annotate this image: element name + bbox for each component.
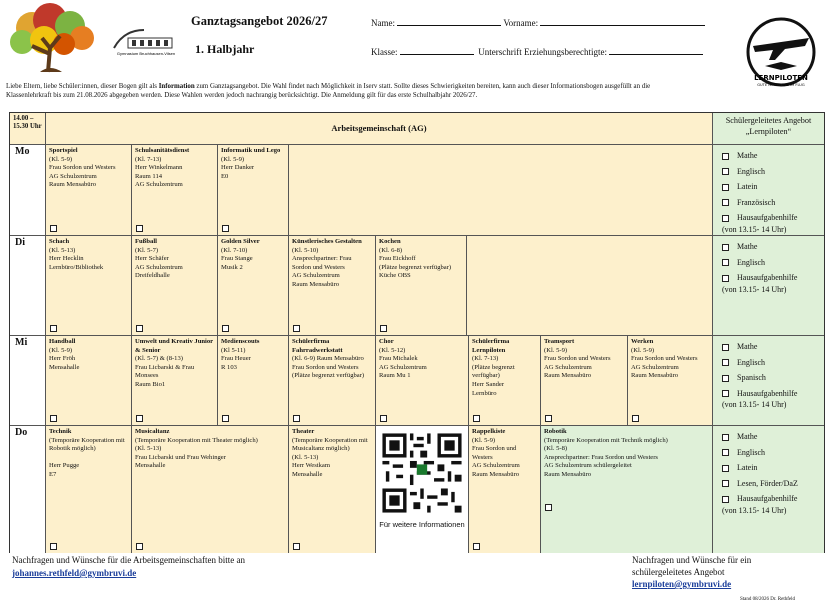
- ag-cell-medienscouts[interactable]: Medienscouts (Kl 5-11) Frau Heuer R 103: [218, 336, 289, 426]
- ag-cell-teamsport[interactable]: Teamsport (Kl. 5-9) Frau Sordon und Westers AG Schulzentrum Raum Mensabüro: [541, 336, 628, 426]
- lern-item[interactable]: Englisch: [716, 355, 821, 371]
- lern-item[interactable]: Hausaufgabenhilfe: [716, 491, 821, 507]
- footer-left: [12, 554, 245, 580]
- footer-right-text1: Nachfragen und Wünsche für ein: [632, 555, 752, 565]
- checkbox[interactable]: [50, 225, 57, 232]
- ag-cell-werken[interactable]: Werken (Kl. 5-9) Frau Sordon und Westers AG Schulzentrum Raum Mensabüro: [628, 336, 713, 426]
- lern-item[interactable]: Englisch: [716, 445, 821, 461]
- checkbox[interactable]: [380, 415, 387, 422]
- footer-right: [632, 554, 751, 590]
- lern-item[interactable]: Spanisch: [716, 370, 821, 386]
- tree-logo: [2, 2, 102, 74]
- ag-cell-schach[interactable]: Schach (Kl. 5-13) Herr Hecklin Lernbüro/Bibliothek: [46, 236, 132, 336]
- empty-cell: [289, 145, 713, 236]
- checkbox[interactable]: [50, 415, 57, 422]
- name-line[interactable]: [397, 17, 501, 26]
- checkbox[interactable]: [722, 215, 729, 222]
- unterschrift-label: Unterschrift Erziehungsberechtigte:: [478, 47, 607, 57]
- name-field[interactable]: [371, 17, 705, 28]
- lern-item[interactable]: Hausaufgabenhilfe: [716, 270, 821, 286]
- school-logo: [110, 26, 182, 62]
- lern-item[interactable]: Hausaufgabenhilfe: [716, 386, 821, 402]
- checkbox[interactable]: [722, 465, 729, 472]
- ag-cell-robotik[interactable]: Robotik (Temporäre Kooperation mit Technik möglich) (Kl. 5-8) Ansprechpartner: Frau Sordon und Westers AG Schulzentrum schülergeleitet Raum Mensabüro: [541, 426, 713, 553]
- klasse-label: Klasse:: [371, 47, 398, 57]
- lern-note: (von 13.15- 14 Uhr): [722, 505, 787, 515]
- lern-item[interactable]: Mathe: [716, 148, 821, 164]
- empty-cell: [467, 236, 713, 336]
- checkbox[interactable]: [722, 390, 729, 397]
- lern-cell-di: [713, 236, 824, 336]
- stand-note: Stand 08/2026 Dr. Rethfeld: [740, 597, 795, 602]
- lern-cell-do: [713, 426, 824, 553]
- ag-cell-musicaltanz[interactable]: Musicaltanz (Temporäre Kooperation mit Theater möglich) (Kl. 5-13) Frau Licbarski und Frau Wehinger Mensahalle: [132, 426, 289, 553]
- checkbox[interactable]: [722, 153, 729, 160]
- qr-code-icon[interactable]: [379, 430, 465, 516]
- checkbox[interactable]: [136, 325, 143, 332]
- checkbox[interactable]: [136, 415, 143, 422]
- lernpiloten-logo-sub: GUTE NOTEN WIE IM FLUG: [757, 83, 805, 87]
- lern-cell-mi: [713, 336, 824, 426]
- qr-caption: Für weitere Informationen: [379, 520, 465, 529]
- ag-cell-rappelkiste[interactable]: Rappelkiste (Kl. 5-9) Frau Sordon und Westers AG Schulzentrum Raum Mensabüro: [469, 426, 541, 553]
- day-di: Di: [10, 236, 46, 336]
- qr-block: [379, 430, 465, 548]
- checkbox[interactable]: [722, 199, 729, 206]
- lern-item[interactable]: Mathe: [716, 339, 821, 355]
- lern-item[interactable]: Hausaufgabenhilfe: [716, 210, 821, 226]
- checkbox[interactable]: [722, 244, 729, 251]
- checkbox[interactable]: [380, 325, 387, 332]
- checkbox[interactable]: [473, 543, 480, 550]
- ag-cell-kuenstlerisches-gestalten[interactable]: Künstlerisches Gestalten (Kl. 5-10) Ansprechpartner: Frau Sordon und Westers AG Schulzentrum Raum Mensabüro: [289, 236, 376, 336]
- lern-cell-mo: [713, 145, 824, 236]
- klasse-line[interactable]: [400, 46, 474, 55]
- checkbox[interactable]: [722, 168, 729, 175]
- checkbox[interactable]: [722, 496, 729, 503]
- checkbox[interactable]: [722, 434, 729, 441]
- checkbox[interactable]: [50, 325, 57, 332]
- ag-cell-fussball[interactable]: Fußball (Kl. 5-7) Herr Schäfer AG Schulzentrum Dreifeldhalle: [132, 236, 218, 336]
- checkbox[interactable]: [293, 325, 300, 332]
- checkbox[interactable]: [136, 225, 143, 232]
- intro-text: Liebe Eltern, liebe Schüler:innen, dieser Bogen gilt als Information zum Ganztagsangebot. Die Wahl findet nach Möglichkeit in Iserv statt. Sollte dieses Schwierigkeiten bereiten, kann auch dieser Informationsbogen ausgefüllt an die Klassenlehrkraft bis zum 21.08.2026 abgegeben werden. Diese Wahlen werden jedoch nachrangig berücksichtigt. Die Anmeldung gilt für das erste Schulhalbjahr 2026/27.: [6, 83, 651, 100]
- checkbox[interactable]: [222, 325, 229, 332]
- ag-cell-golden-silver[interactable]: Golden Silver (Kl. 7-10) Frau Stange Musik 2: [218, 236, 289, 336]
- lern-item[interactable]: Mathe: [716, 429, 821, 445]
- lernpiloten-logo-text: LERNPILOTEN: [754, 74, 808, 82]
- lern-item[interactable]: Englisch: [716, 255, 821, 271]
- time-header: 14.00 – 15.30 Uhr: [10, 113, 46, 145]
- ag-cell-informatik-lego[interactable]: Informatik und Lego (Kl. 5-9) Herr Danker E0: [218, 145, 289, 236]
- lernpiloten-logo: [735, 16, 827, 88]
- halbjahr-label: 1. Halbjahr: [195, 42, 255, 56]
- ag-cell-fahrradwerkstatt[interactable]: Schülerfirma Fahrradwerkstatt (Kl. 6-9) Raum Mensabüro Frau Sordon und Westers (Plätze begrenzt verfügbar): [289, 336, 376, 426]
- unterschrift-line[interactable]: [609, 46, 703, 55]
- checkbox[interactable]: [722, 375, 729, 382]
- ag-contact-mail-link[interactable]: johannes.rethfeld@gymbruvi.de: [12, 568, 137, 578]
- checkbox[interactable]: [722, 184, 729, 191]
- day-mo: Mo: [10, 145, 46, 236]
- day-mi: Mi: [10, 336, 46, 426]
- checkbox[interactable]: [473, 415, 480, 422]
- checkbox[interactable]: [632, 415, 639, 422]
- lern-item[interactable]: Latein: [716, 460, 821, 476]
- ag-cell-chor[interactable]: Chor (Kl. 5-12) Frau Michalek AG Schulzentrum Raum Mu 1: [376, 336, 469, 426]
- checkbox[interactable]: [136, 543, 143, 550]
- vorname-line[interactable]: [540, 17, 705, 26]
- checkbox[interactable]: [545, 415, 552, 422]
- ag-cell-theater[interactable]: Theater (Temporäre Kooperation mit Musicaltanz möglich) (Kl. 5-13) Herr Westkam Mensahalle: [289, 426, 376, 553]
- checkbox[interactable]: [722, 275, 729, 282]
- checkbox[interactable]: [222, 225, 229, 232]
- lern-note: (von 13.15- 14 Uhr): [722, 400, 787, 409]
- ag-cell-umwelt-kreativ[interactable]: Umwelt und Kreativ Junior & Senior (Kl. 5-7) & (8-13) Frau Licbarski & Frau Monsees Raum Bio1: [132, 336, 218, 426]
- ag-cell-technik[interactable]: Technik (Temporäre Kooperation mit Robotik möglich) Herr Pugge E7: [46, 426, 132, 553]
- checkbox[interactable]: [722, 449, 729, 456]
- lern-item[interactable]: Latein: [716, 179, 821, 195]
- ag-header: Arbeitsgemeinschaft (AG): [46, 113, 713, 145]
- footer-left-text: Nachfragen und Wünsche für die Arbeitsgemeinschaften bitte an: [12, 555, 245, 565]
- ag-cell-handball[interactable]: Handball (Kl. 5-9) Herr Fröh Mensahalle: [46, 336, 132, 426]
- lern-item[interactable]: Lesen, Förder/DaZ: [716, 476, 821, 492]
- footer-right-text2: schülergeleitetes Angebot: [632, 567, 725, 577]
- ag-cell-schulsanitaetsdienst[interactable]: Schulsanitätsdienst (Kl. 7-13) Herr Winkelmann Raum 114 AG Schulzentrum: [132, 145, 218, 236]
- ag-cell-lernpiloten-firma[interactable]: Schülerfirma Lernpiloten (Kl. 7-13) (Plätze begrenzt verfügbar) Herr Sander Lernbüro: [469, 336, 541, 426]
- lern-item[interactable]: Mathe: [716, 239, 821, 255]
- lern-item[interactable]: Französisch: [716, 195, 821, 211]
- ag-cell-kochen[interactable]: Kochen (Kl. 6-8) Frau Eickhoff (Plätze begrenzt verfügbar) Küche OBS: [376, 236, 467, 336]
- lern-note: (von 13.15- 14 Uhr): [722, 284, 787, 294]
- checkbox[interactable]: [293, 415, 300, 422]
- checkbox[interactable]: [222, 415, 229, 422]
- school-logo-text: Gymnasium Bruchhausen-Vilsen: [116, 51, 176, 56]
- lern-note: (von 13.15- 14 Uhr): [722, 224, 787, 234]
- ag-cell-sportspiel[interactable]: Sportspiel (Kl. 5-9) Frau Sordon und Westers AG Schulzentrum Raum Mensabüro: [46, 145, 132, 236]
- checkbox[interactable]: [50, 543, 57, 550]
- page-title: Ganztagsangebot 2026/27: [191, 14, 328, 28]
- checkbox[interactable]: [722, 480, 729, 487]
- lern-item[interactable]: Englisch: [716, 164, 821, 180]
- lernpiloten-mail-link[interactable]: lernpiloten@gymbruvi.de: [632, 579, 732, 589]
- checkbox[interactable]: [545, 504, 552, 511]
- checkbox[interactable]: [722, 359, 729, 366]
- name-label: Name:: [371, 18, 395, 28]
- day-do: Do: [10, 426, 46, 553]
- vorname-label: Vorname:: [503, 18, 539, 28]
- klasse-field[interactable]: [371, 46, 703, 57]
- checkbox[interactable]: [722, 344, 729, 351]
- checkbox[interactable]: [293, 543, 300, 550]
- checkbox[interactable]: [722, 259, 729, 266]
- lern-header: Schülergeleitetes Angebot „Lernpiloten“: [713, 113, 824, 145]
